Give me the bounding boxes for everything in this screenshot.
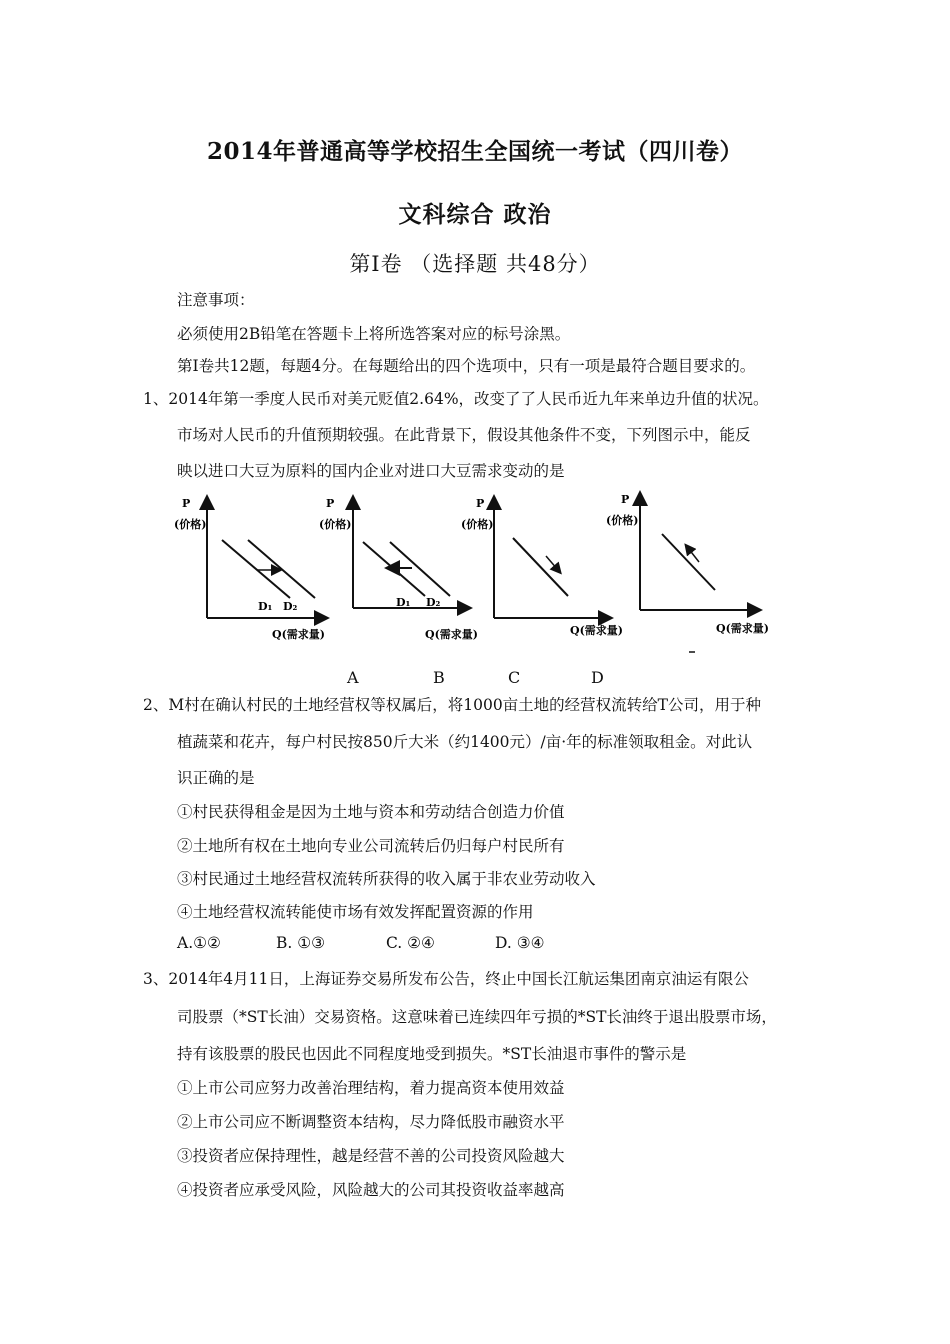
q2-item-4: ④土地经营权流转能使市场有效发挥配置资源的作用 — [177, 903, 534, 921]
graph-d — [606, 493, 769, 652]
q2-choice-b: B. ①③ — [276, 934, 326, 952]
graph-c — [461, 497, 623, 637]
graph-a-price-label: (价格) — [174, 518, 207, 531]
notes-line-2: 第Ⅰ卷共12题，每题4分。在每题给出的四个选项中，只有一项是最符合题目要求的。 — [177, 357, 756, 375]
graph-b-q-label: Q(需求量) — [425, 628, 478, 641]
q2-choice-a: A.①② — [177, 934, 221, 952]
graph-c-price-label: (价格) — [461, 518, 494, 531]
graph-a-d1-label: D₁ — [258, 600, 273, 613]
option-a-label: A — [347, 668, 359, 687]
option-d-label: D — [591, 668, 604, 687]
graph-a-p-label: P — [182, 497, 191, 510]
option-c-label: C — [508, 668, 521, 687]
section-title: 第Ⅰ卷 （选择题 共48分） — [349, 252, 601, 276]
graph-b — [319, 497, 478, 641]
notes-line-1: 必须使用2B铅笔在答题卡上将所选答案对应的标号涂黑。 — [177, 325, 571, 343]
page-title: 2014年普通高等学校招生全国统一考试（四川卷） — [206, 138, 743, 165]
q2-choice-d: D. ③④ — [495, 934, 545, 952]
q1-line-3: 映以进口大豆为原料的国内企业对进口大豆需求变动的是 — [177, 462, 565, 480]
notes-heading: 注意事项： — [177, 291, 255, 309]
graph-a-q-label: Q(需求量) — [272, 628, 325, 641]
q2-line-3: 识正确的是 — [177, 769, 255, 787]
q3-item-3: ③投资者应保持理性，越是经营不善的公司投资风险越大 — [177, 1147, 565, 1165]
q3-line-1: 3、2014年4月11日，上海证券交易所发布公告，终止中国长江航运集团南京油运有限公 — [143, 970, 749, 988]
q3-item-2: ②上市公司应不断调整资本结构，尽力降低股市融资水平 — [177, 1113, 565, 1131]
q2-choice-c: C. ②④ — [386, 934, 435, 952]
graph-a-d2-label: D₂ — [283, 600, 298, 613]
page-subtitle: 文科综合 政治 — [398, 201, 552, 228]
graph-b-p-label: P — [326, 497, 335, 510]
q2-item-2: ②土地所有权在土地向专业公司流转后仍归每户村民所有 — [177, 837, 565, 855]
q1-line-2: 市场对人民币的升值预期较强。在此背景下，假设其他条件不变，下列图示中，能反 — [177, 426, 751, 444]
graph-c-p-label: P — [476, 497, 485, 510]
q3-item-1: ①上市公司应努力改善治理结构，着力提高资本使用效益 — [177, 1079, 565, 1097]
q3-item-4: ④投资者应承受风险，风险越大的公司其投资收益率越高 — [177, 1181, 565, 1199]
q2-line-2: 植蔬菜和花卉，每户村民按850斤大米（约1400元）/亩·年的标准领取租金。对此认 — [177, 733, 753, 751]
graph-d-price-label: (价格) — [606, 514, 639, 527]
graph-d-p-label: P — [621, 493, 630, 506]
q2-item-3: ③村民通过土地经营权流转所获得的收入属于非农业劳动收入 — [177, 870, 596, 888]
q3-line-2: 司股票（*ST长油）交易资格。这意味着已连续四年亏损的*ST长油终于退出股票市场， — [177, 1008, 777, 1026]
graph-b-price-label: (价格) — [319, 518, 352, 531]
q2-line-1: 2、M村在确认村民的土地经营权等权属后，将1000亩土地的经营权流转给T公司，用于种 — [143, 696, 762, 714]
demand-graphs — [160, 490, 800, 670]
graph-a — [174, 497, 325, 641]
graph-b-d1-label: D₁ — [396, 596, 411, 609]
q3-line-3: 持有该股票的股民也因此不同程度地受到损失。*ST长油退市事件的警示是 — [177, 1045, 687, 1063]
q2-item-1: ①村民获得租金是因为土地与资本和劳动结合创造力价值 — [177, 803, 565, 821]
q1-line-1: 1、2014年第一季度人民币对美元贬值2.64%，改变了了人民币近九年来单边升值的状况。 — [143, 390, 769, 408]
option-b-label: B — [433, 668, 445, 687]
graph-c-q-label: Q(需求量) — [570, 624, 623, 637]
graph-d-q-label: Q(需求量) — [716, 622, 769, 635]
graph-b-d2-label: D₂ — [426, 596, 441, 609]
